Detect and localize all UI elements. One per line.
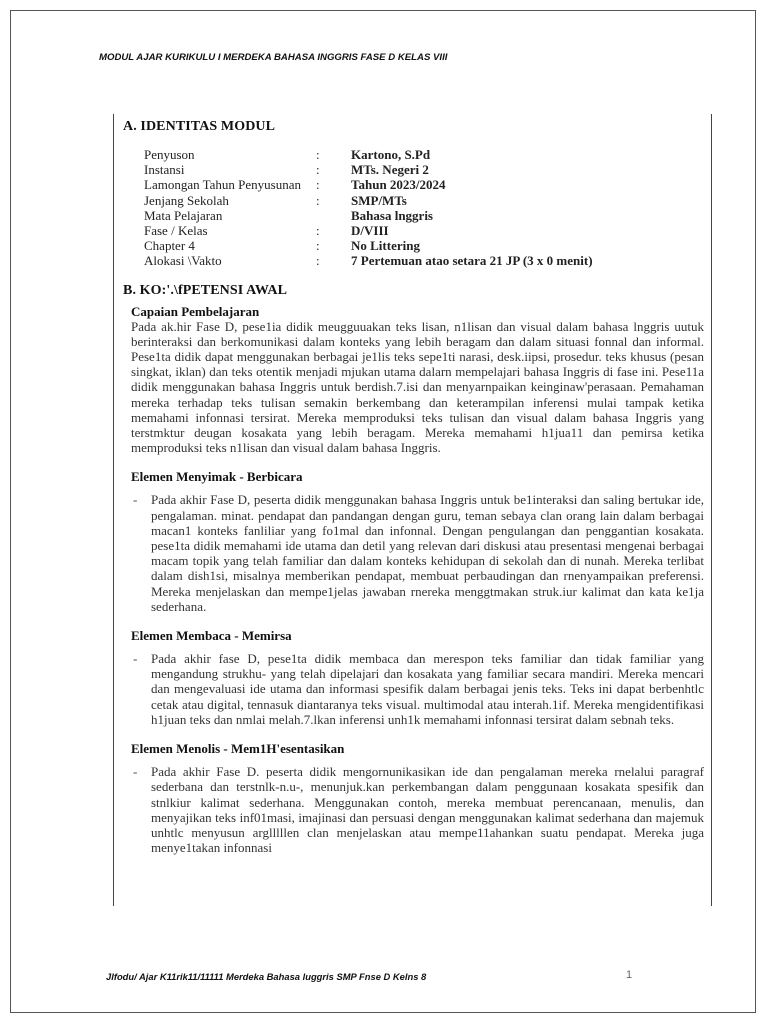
identity-label: Jenjang Sekolah: [144, 192, 229, 208]
identity-value: Bahasa lnggris: [351, 207, 433, 223]
identity-label: Lamongan Tahun Penyusunan: [144, 177, 301, 193]
elements-list: [123, 469, 703, 855]
footer-text: Jlfodu/ Ajar K11rik11/11111 Merdeka Bahasa luggris SMP Fnse D Kelns 8: [106, 971, 427, 982]
page-number: 1: [626, 969, 633, 981]
identity-value: SMP/MTs: [351, 192, 407, 208]
identity-row: [144, 193, 593, 208]
module-content: [123, 119, 703, 855]
element-heading: Elemen Menyimak - Berbicara: [131, 469, 303, 485]
element-bullet: [131, 764, 704, 855]
element-heading: Elemen Membaca - Memirsa: [131, 628, 292, 644]
identity-label: Alokasi \Vakto: [144, 253, 222, 269]
section-a-heading: A. IDENTITAS MODUL: [123, 119, 276, 134]
identity-colon: :: [316, 177, 320, 193]
identity-label: Instansi: [144, 162, 185, 178]
identity-row: [144, 162, 593, 177]
identity-label: Chapter 4: [144, 238, 195, 254]
identity-row: [144, 253, 593, 268]
identity-row: [144, 208, 593, 223]
bullet-dash: -: [133, 492, 138, 508]
document-header: MODUL AJAR KURIKULU I MERDEKA BAHASA INGGRIS FASE D KELAS VIII: [99, 52, 448, 63]
bullet-dash: -: [133, 651, 138, 667]
element-heading: Elemen Menolis - Mem1H'esentasikan: [131, 741, 345, 757]
section-b-heading: B. KO:'.\fPETENSI AWAL: [123, 282, 288, 298]
identity-row: [144, 238, 593, 253]
identity-value: D/VIII: [351, 223, 389, 239]
identity-table: [144, 147, 593, 269]
identity-value: 7 Pertemuan atao setara 21 JP (3 x 0 menit): [351, 253, 593, 269]
content-frame: [113, 114, 712, 906]
identity-value: No Littering: [351, 238, 420, 254]
identity-value: MTs. Negeri 2: [351, 162, 429, 178]
identity-label: Fase / Kelas: [144, 223, 208, 239]
identity-row: [144, 147, 593, 162]
element-text: Pada akhir Fase D, peserta didik menggunakan bahasa Inggris untuk be1interaksi dan saling bertukar ide, pengalaman. minat. pendapat dan pandangan dengan guru, teman sebaya clan orang lain dalam berbagai macan1 konteks fanliliar yang fo1mal dan infonnal. Dengan pengulangan dan penggantian kosakata. pese1ta didik memahami ide utama dan detil yang relevan dari diskusi atau presentasi mengenai berbagai macam topik yang telah familiar dan dalam konteks kehidupan di sekolah dan di nunah. Mereka terlibat dalam dish1si, misalnya memberikan pendapat, membuat perbaudingan dan rnenyampaikan preferensi. Mereka menjelaskan dan mempe1jelas jawaban rnereka menggtmakan struk.iur kalimat dan kata ke1ja sederhana.: [151, 492, 704, 614]
identity-row: [144, 223, 593, 238]
identity-colon: :: [316, 238, 320, 254]
element-bullet: [131, 651, 704, 727]
element-text: Pada akhir Fase D. peserta didik mengornunikasikan ide dan pengalaman mereka rnelalui paragraf sederbana dan terstnlk-n.u-, menunjuk.kan perkembangan dalam penggunaan kosakata spesifik dan stnlkiur kalimat sederhana. Menggunakan contoh, mereka membuat perencanaan, menulis, dan menyajikan teks inf01masi, imajinasi dan persuasi dengan menggunakan kalimat sederhana dan majemuk unhtlc menyusun arglllllen clan menjelaskan atau mempe11ahankan suatu pendapat. Mereka juga menye1takan infonnasi: [151, 764, 704, 856]
identity-label: Mata Pelajaran: [144, 207, 223, 223]
identity-colon: :: [316, 223, 320, 239]
bullet-dash: -: [133, 764, 138, 780]
identity-colon: :: [316, 192, 320, 208]
identity-label: Penyuson: [144, 147, 195, 162]
capaian-heading: Capaian Pembelajaran: [131, 303, 260, 319]
capaian-paragraph: Pada ak.hir Fase D, pese1ia didik meugguuakan teks lisan, n1lisan dan visual dalam bahasa lnggris uutuk berinteraksi dan berkomunikasi dalam konteks yang lebih beragam dan dalam situasi fonnal dan informal. Pese1ta didik dapat menggunakan berbagai je1lis teks sepe1ti narasi, desk.iipsi, prosedur. teks khusus (pesan singkat, iklan) dan teks otentik menjadi mjukan utama dalarn mempelajari bahasa Inggris di fase ini. Pese11a didik menggunakan bahasa Inggris untuk berdish.7.isi dan menyarnpaikan keinginaw'perasaan. Pemahaman mereka terhadap teks tulisan semakin berkembang dan keterampilan inferensi mulai tampak ketika memahami infonnasi tersirat. Mereka memproduksi teks tulisan dan visual dalam bahasa Inggris yang terstmktur deugan kosakata yang lebih beragam. Mereka memahami h1jua11 dan pemirsa ketika memproduksi teks n1lisan dan visual dalam bahasa Inggris.: [131, 318, 704, 456]
identity-colon: :: [316, 162, 320, 178]
identity-value: Tahun 2023/2024: [351, 177, 446, 193]
identity-colon: :: [316, 147, 320, 162]
element-bullet: [131, 492, 704, 614]
identity-colon: [316, 208, 351, 223]
identity-value: Kartono, S.Pd: [351, 147, 431, 162]
element-text: Pada akhir fase D, pese1ta didik membaca dan merespon teks familiar dan tidak familiar yang mengandung strukhu- yang telah dipelajari dan kosakata yang familiar secara mandiri. Mereka mencari dan mengevaluasi ide utama dan informasi spesifik dalam berbagai jenis teks. Teks ini dapat berbenhtlc cetak atau digital, tennasuk diantaranya teks visual. multimodal atau interah.1if. Mereka mengidentifikasi h1juan teks dan nmlai melah.7.lkan inferensi unh1k memahami infonnasi tersirat dalam sebnah teks.: [151, 651, 704, 727]
identity-row: [144, 177, 593, 192]
identity-colon: :: [316, 253, 320, 269]
